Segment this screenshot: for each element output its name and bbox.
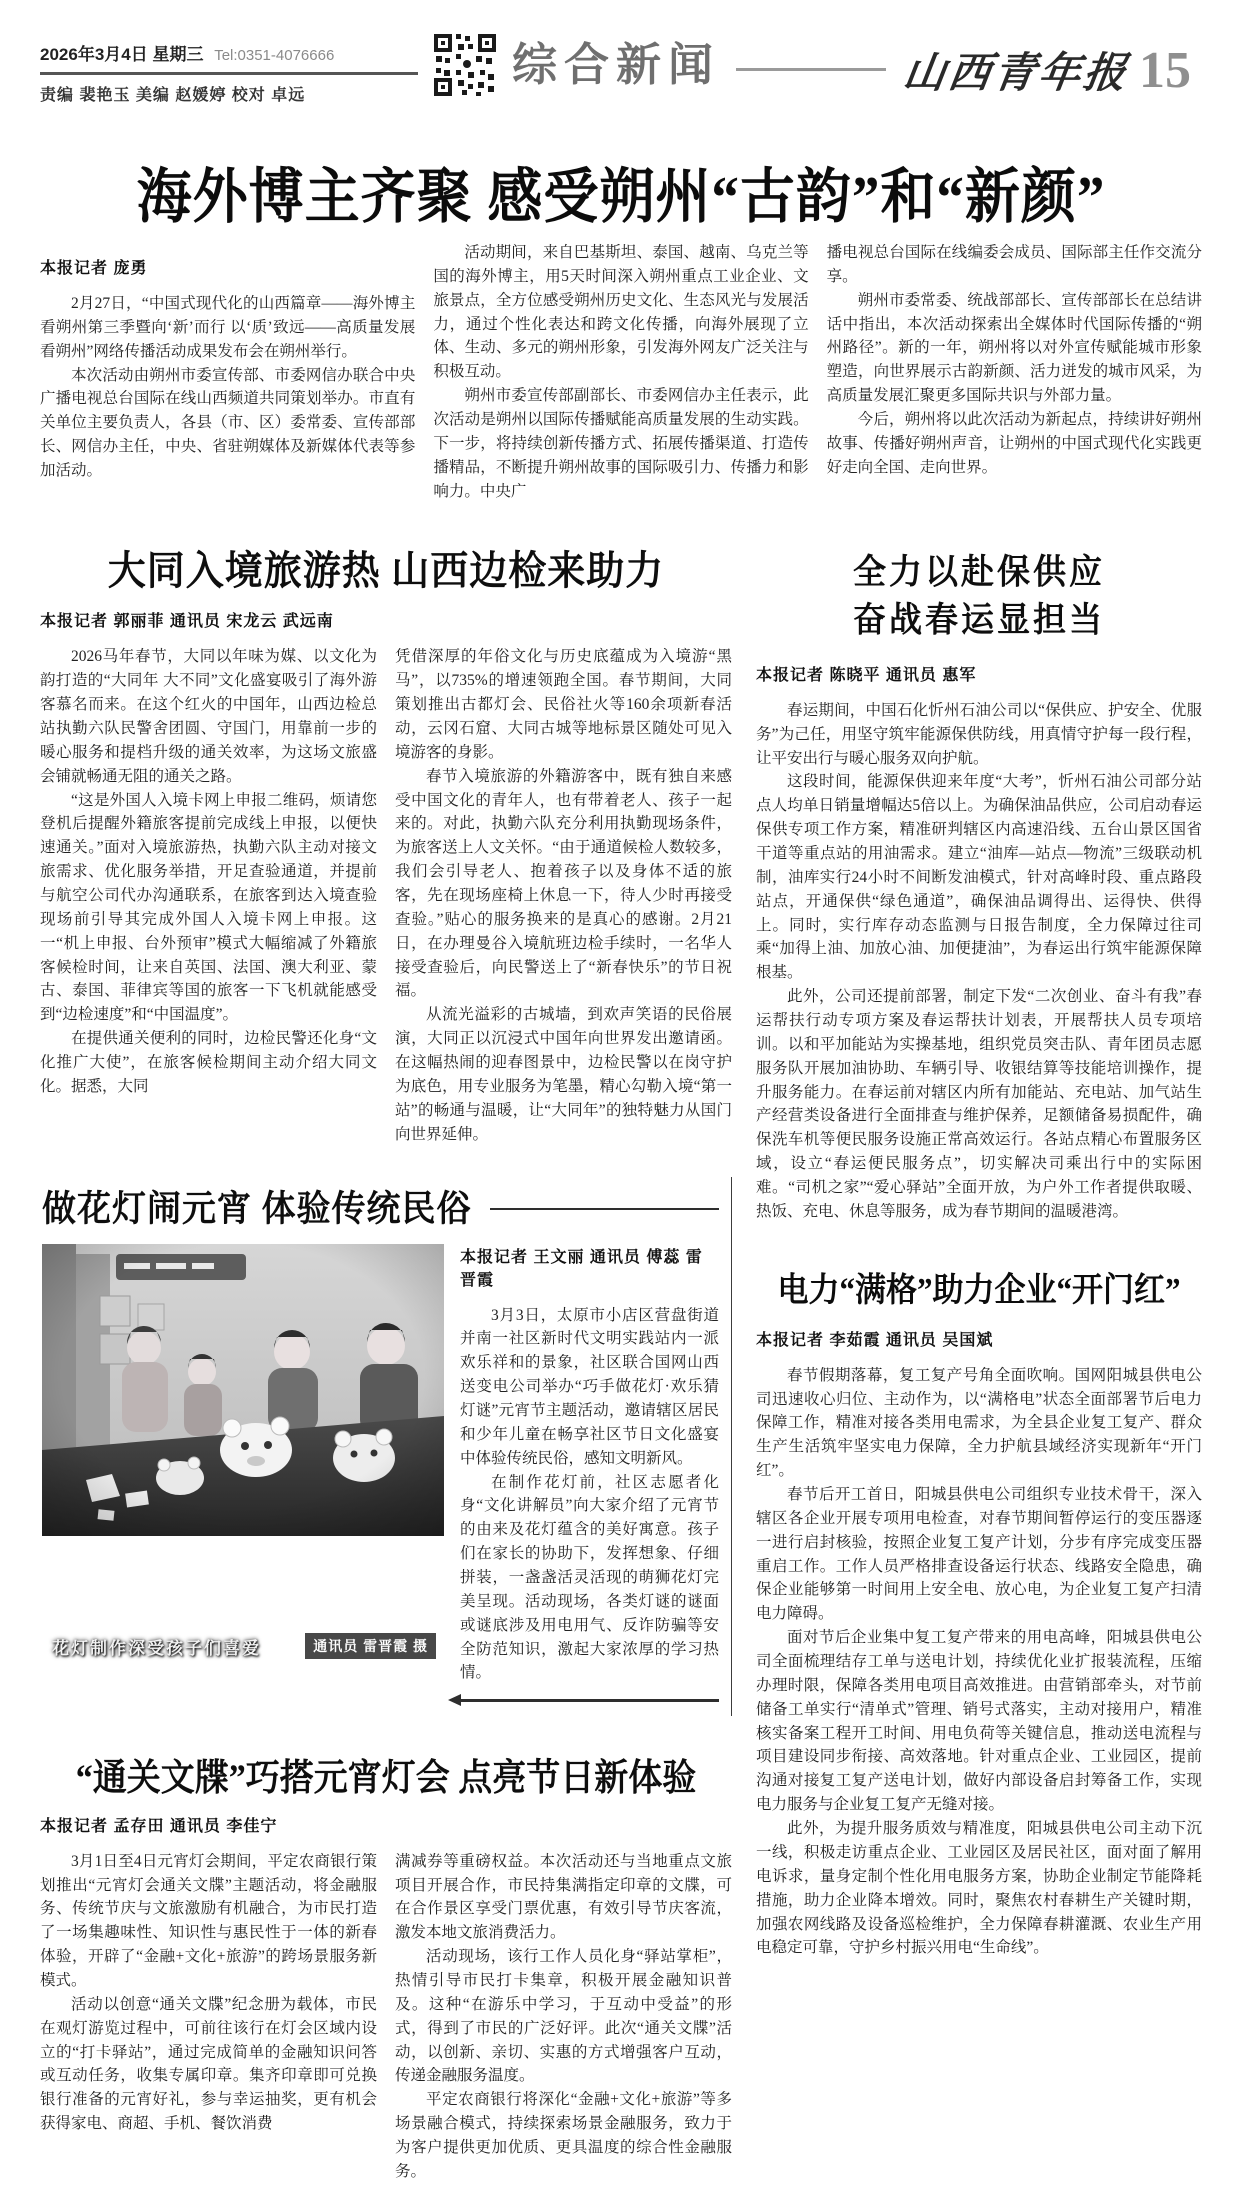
lead-column-3: [827, 241, 1202, 503]
paragraph: 满减券等重磅权益。本次活动还与当地重点文旅项目开展合作，市民持集满指定印章的文牒，可在合作景区享受门票优惠，有效引导节庆客流，激发本地文旅消费活力。: [395, 1852, 732, 1942]
header-right-block: [900, 26, 1192, 100]
lead-column-1: [40, 241, 415, 503]
date-text: 2026年3月4日 星期三: [40, 45, 204, 64]
editors-line: 责编 裴艳玉 美编 赵媛婷 校对 卓远: [40, 87, 306, 104]
article-photo: [42, 1244, 444, 1686]
huadeng-headline: 做花灯闹元宵 体验传统民俗: [42, 1189, 472, 1229]
huadeng-text-column: [444, 1244, 719, 1686]
wendie-column-2: [395, 1850, 732, 2184]
lead-byline: 本报记者 庞勇: [40, 260, 148, 277]
dianli-byline: 本报记者 李茹霞 通讯员 吴国斌: [756, 1331, 994, 1349]
left-arrow-rule: [460, 1699, 719, 1702]
header-divider-line: [736, 68, 886, 71]
paragraph: 活动以创意“通关文牒”纪念册为载体，市民在观灯游览过程中，可前往该行在灯会区域内设立的“打卡驿站”，通过完成简单的金融知识问答或互动任务，收集专属印章。集齐印章即可兑换银行准备的元宵好礼，参与幸运抽奖，更有机会获得家电、商超、手机、餐饮消费: [40, 1995, 377, 2133]
paragraph: “这是外国人入境卡网上申报二维码，烦请您登机后提醒外籍旅客提前完成线上申报，以便快速通关。”面对入境旅游热，执勤六队主动对接文旅需求、优化服务举措，开足查验通道，并提前与航空公司代办沟通联系，在旅客到达入境查验现场前引导其完成外国人入境卡网上申报。这一“机上申报、台外预审”模式大幅缩减了外籍旅客候检时间，让来自英国、法国、澳大利亚、蒙古、泰国、菲律宾等国的旅客一下飞机就能感受到“边检速度”和“中国温度”。: [40, 791, 377, 1024]
huadeng-byline: 本报记者 王文丽 通讯员 傅蕊 雷晋霞: [460, 1248, 703, 1289]
header-left-block: [40, 26, 432, 105]
lead-headline: 海外博主齐聚 感受朔州“古韵”和“新颜”: [136, 163, 1106, 230]
chunyun-byline: 本报记者 陈晓平 通讯员 惠军: [756, 666, 977, 684]
chunyun-headline-line2: 奋战春运显担当: [853, 602, 1105, 641]
header-center-block: [432, 26, 902, 98]
paragraph: 本次活动由朔州市委宣传部、市委网信办联合中央广播电视总台国际在线山西频道共同策划举办。市直有关单位主要负责人，各县（市、区）委常委、宣传部部长、网信办主任，中央、省驻朔媒体及新媒体代表等参加活动。: [40, 366, 416, 480]
paragraph: 平定农商银行将深化“金融+文化+旅游”等多场景融合模式，持续探索场景金融服务，致力于为客户提供更加优质、更具温度的综合性金融服务。: [395, 2091, 732, 2180]
chunyun-headline: [756, 549, 1202, 646]
paragraph: 从流光溢彩的古城墙，到欢声笑语的民俗展演，大同正以沉浸式中国年向世界发出邀请函。在这幅热闹的迎春图景中，边检民警以在岗守护为底色，用专业服务为笔墨，精心勾勒入境“第一站”的畅通与温暖，让“大同年”的独特魅力从国门向世界延伸。: [395, 1006, 732, 1143]
paragraph: 2026马年春节，大同以年味为媒、以文化为韵打造的“大同年 大不同”文化盛宴吸引了海外游客慕名而来。在这个红火的中国年，山西边检总站执勤六队民警舍团圆、守国门，用靠前一步的暖心服务和提档升级的通关效率，为这场文旅盛会铺就畅通无阻的通关之路。: [40, 648, 377, 785]
page-number: 15: [1139, 41, 1192, 99]
lead-columns: [40, 241, 1202, 503]
headline-rule: [490, 1208, 720, 1211]
wendie-column-1: [40, 1850, 377, 2184]
datong-column-1: [40, 645, 377, 1146]
paragraph: 在制作花灯前，社区志愿者化身“文化讲解员”向大家介绍了元宵节的由来及花灯蕴含的美好寓意。孩子们在家长的协助下，发挥想象、仔细拼装，一盏盏活灵活现的萌狮花灯完美呈现。活动现场，各类灯谜的谜面或谜底涉及用电用气、反诈防骗等安全防范知识，激起大家浓厚的学习热情。: [460, 1473, 719, 1682]
paragraph: 播电视总台国际在线编委会成员、国际部主任作交流分享。: [826, 244, 1202, 285]
tel-text: Tel:0351-4076666: [214, 47, 335, 64]
lead-article: [40, 152, 1202, 503]
paragraph: 3月1日至4日元宵灯会期间，平定农商银行策划推出“元宵灯会通关文牒”主题活动，将金融服务、传统节庆与文旅激励有机融合，为市民打造了一场集趣味性、知识性与惠民性于一体的新春体验，开辟了“金融+文化+旅游”的跨场景服务新模式。: [40, 1852, 377, 1990]
datong-byline: 本报记者 郭丽菲 通讯员 宋龙云 武远南: [40, 613, 334, 631]
datong-columns: [40, 645, 732, 1146]
paragraph: 此外，公司还提前部署，制定下发“二次创业、奋斗有我”春运帮扶行动专项方案及春运帮扶计划表，开展帮扶人员专项培训。以和平加能站为实操基地，组织党员突击队、青年团员志愿服务队开展加油协助、车辆引导、收银结算等技能培训操作，提升服务能力。在春运前对辖区内所有加能站、充电站、加气站生产经营类设备进行全面排查与维护保养，足额储备易损配件，确保洗车机等便民服务设施正常高效运行。各站点精心布置服务区域，设立“春运便民服务点”，切实解决司乘出行中的实际困难。“司机之家”“爱心驿站”全面开放，为户外工作者提供取暖、热饭、充电、休息等服务，成为春节期间的温暖港湾。: [756, 988, 1202, 1220]
article-chunyun: [756, 551, 1202, 1223]
paragraph: 春节入境旅游的外籍游客中，既有独自来感受中国文化的青年人，也有带着老人、孩子一起来的。对此，执勤六队充分利用执勤现场条件，为旅客送上人文关怀。“由于通道候检人数较多，我们会引导老人、抱着孩子以及身体不适的旅客，先在现场座椅上休息一下，待人少时再接受查验。”贴心的服务换来的是真心的感谢。2月21日，在办理曼谷入境航班边检手续时，一名华人接受查验后，向民警送上了“新春快乐”的节日祝福。: [395, 767, 732, 1000]
paragraph: 凭借深厚的年俗文化与历史底蕴成为入境游“黑马”，以735%的增速领跑全国。春节期间，大同策划推出古都灯会、民俗社火等160余项新春活动，云冈石窟、大同古城等地标景区随处可见入境游客的身影。: [395, 648, 732, 761]
date-line: [40, 40, 432, 65]
paragraph: 面对节后企业集中复工复产带来的用电高峰，阳城县供电公司全面梳理结存工单与送电计划，持续优化业扩报装流程，压缩办理时限，保障各类用电项目高效推进。由营销部牵头，对节前储备工单实行“清单式”管理、销号式落实，主动对接用户，精准核实备案工程开工时间、用电负荷等关键信息，推动送电流程与项目建设同步衔接、高效落地。针对重点企业、工业园区，提前沟通对接复工复产送电计划，做好内部设备启封筹备工作，实现电力服务与企业复工复产无缝对接。: [756, 1629, 1202, 1814]
wendie-columns: [40, 1850, 732, 2184]
main-grid: [40, 517, 1202, 2183]
right-region: [756, 517, 1202, 2183]
paragraph: 朔州市委宣传部副部长、市委网信办主任表示，此次活动是朔州以国际传播赋能高质量发展的生动实践。下一步，将持续创新传播方式、拓展传播渠道、打造传播精品，不断提升朔州故事的国际吸引力、传播力和影响力。中央广: [433, 387, 809, 500]
section-title: 综合新闻: [512, 39, 721, 90]
paragraph: 今后，朔州将以此次活动为新起点，持续讲好朔州故事、传播好朔州声音，让朔州的中国式现代化实践更好走向全国、走向世界。: [826, 411, 1202, 476]
paragraph: 活动期间，来自巴基斯坦、泰国、越南、乌克兰等国的海外博主，用5天时间深入朔州重点工业企业、文旅景点，全方位感受朔州历史文化、生态风光与发展活力，通过个性化表达和跨文化传播，向海外展现了立体、生动、多元的朔州形象，引发海外网友广泛关注与积极互动。: [433, 244, 809, 381]
paragraph: 3月3日，太原市小店区营盘街道并南一社区新时代文明实践站内一派欢乐祥和的景象，社区联合国网山西送变电公司举办“巧手做花灯·欢乐猜灯谜”元宵节主题活动，邀请辖区居民和少年儿童在畅享社区节日文化盛宴中体验传统民俗，感知文明新风。: [460, 1306, 719, 1467]
paragraph: 春节后开工首日，阳城县供电公司组织专业技术骨干，深入辖区各企业开展专项用电检查，对春节期间暂停运行的变压器逐一进行启封核验，按照企业复工复产计划，分步有序完成变压器重启工作。工作人员严格排查设备运行状态、线路安全隐患，确保企业能够第一时间用上安全电、放心电，为企业复工复产扫清电力障碍。: [756, 1486, 1202, 1623]
huadeng-headrow: [42, 1181, 719, 1230]
wendie-headline: “通关文牒”巧搭元宵灯会 点亮节日新体验: [75, 1758, 697, 1799]
paragraph: 这段时间，能源保供迎来年度“大考”，忻州石油公司部分站点人均单日销量增幅达5倍以上。为确保油品供应，公司启动春运保供专项工作方案，精准研判辖区内高速沿线、五台山景区国省干道等重点站的用油需求。建立“油库—站点—物流”三级联动机制，油库实行24小时不间断发油模式，针对高峰时段、重点路段站点，开通保供“绿色通道”，确保油品调得出、运得快、供得上。同时，实行库存动态监测与日报告制度，全力保障过往司乘“加得上油、加放心油、加便捷油”，为春运出行筑牢能源保障根基。: [756, 773, 1202, 982]
dianli-headline: 电力“满格”助力企业“开门红”: [777, 1270, 1181, 1309]
chunyun-headline-line1: 全力以赴保供应: [853, 554, 1105, 593]
left-region: [40, 517, 732, 2183]
newspaper-logo: 山西青年报: [900, 51, 1132, 97]
photo-credit: 通讯员 雷晋霞 摄: [305, 1633, 436, 1659]
lantern-photo-illustration: [42, 1244, 444, 1536]
paragraph: 在提供通关便利的同时，边检民警还化身“文化推广大使”，在旅客候检期间主动介绍大同文化。据悉，大同: [40, 1030, 377, 1095]
paragraph: 2月27日，“中国式现代化的山西篇章——海外博主看朔州第三季暨向‘新’而行 以‘质’致远——高质量发展看朔州”网络传播活动成果发布会在朔州举行。: [40, 295, 416, 360]
article-datong: [40, 539, 732, 1146]
paragraph: 春运期间，中国石化忻州石油公司以“保供应、护安全、优服务”为己任，用坚守筑牢能源保供防线，用真情守护每一段行程，让平安出行与暖心服务双向护航。: [756, 701, 1202, 767]
paragraph: 春节假期落幕，复工复产号角全面吹响。国网阳城县供电公司迅速收心归位、主动作为，以“满格电”状态全面部署节后电力保障工作，精准对接各类用电需求，为全县企业复工复产、群众生产生活筑牢坚实电力保障，全力护航县域经济实现新年“开门红”。: [756, 1366, 1202, 1480]
article-wendie: [40, 1750, 732, 2184]
datong-headline: 大同入境旅游热 山西边检来助力: [107, 549, 665, 594]
article-dianli: [756, 1264, 1202, 1960]
page-header: [40, 26, 1202, 122]
qr-code-icon: [432, 32, 498, 98]
header-rule: [40, 72, 418, 75]
photo-caption: 花灯制作深受孩子们喜爱: [52, 1639, 261, 1659]
article-huadeng: [40, 1177, 732, 1716]
datong-column-2: [395, 645, 732, 1146]
huadeng-content: [42, 1244, 719, 1686]
wendie-byline: 本报记者 孟存田 通讯员 李佳宁: [40, 1817, 278, 1835]
lead-column-2: [433, 241, 808, 503]
paragraph: 朔州市委常委、统战部部长、宣传部部长在总结讲话中指出，本次活动探索出全媒体时代国际传播的“朔州路径”。新的一年，朔州将以对外宣传赋能城市形象塑造，向世界展示古韵新颜、活力迸发的城市风采，为高质量发展汇聚更多国际共识与外部力量。: [826, 291, 1202, 405]
paragraph: 活动现场，该行工作人员化身“驿站掌柜”，热情引导市民打卡集章，积极开展金融知识普及。这种“在游乐中学习，于互动中受益”的形式，得到了市民的广泛好评。此次“通关文牒”活动，以创新、亲切、实惠的方式增强客户互动，传递金融服务温度。: [395, 1948, 732, 2085]
paragraph: 此外，为提升服务质效与精准度，阳城县供电公司主动下沉一线，积极走访重点企业、工业园区及居民社区，面对面了解用电诉求，量身定制个性化用电服务方案，协助企业制定节能降耗措施，助力企业降本增效。同时，聚焦农村春耕生产关键时期，加强农网线路及设备巡检维护，全力保障春耕灌溉、农业生产用电稳定可靠，守护乡村振兴用电“生命线”。: [756, 1820, 1202, 1957]
